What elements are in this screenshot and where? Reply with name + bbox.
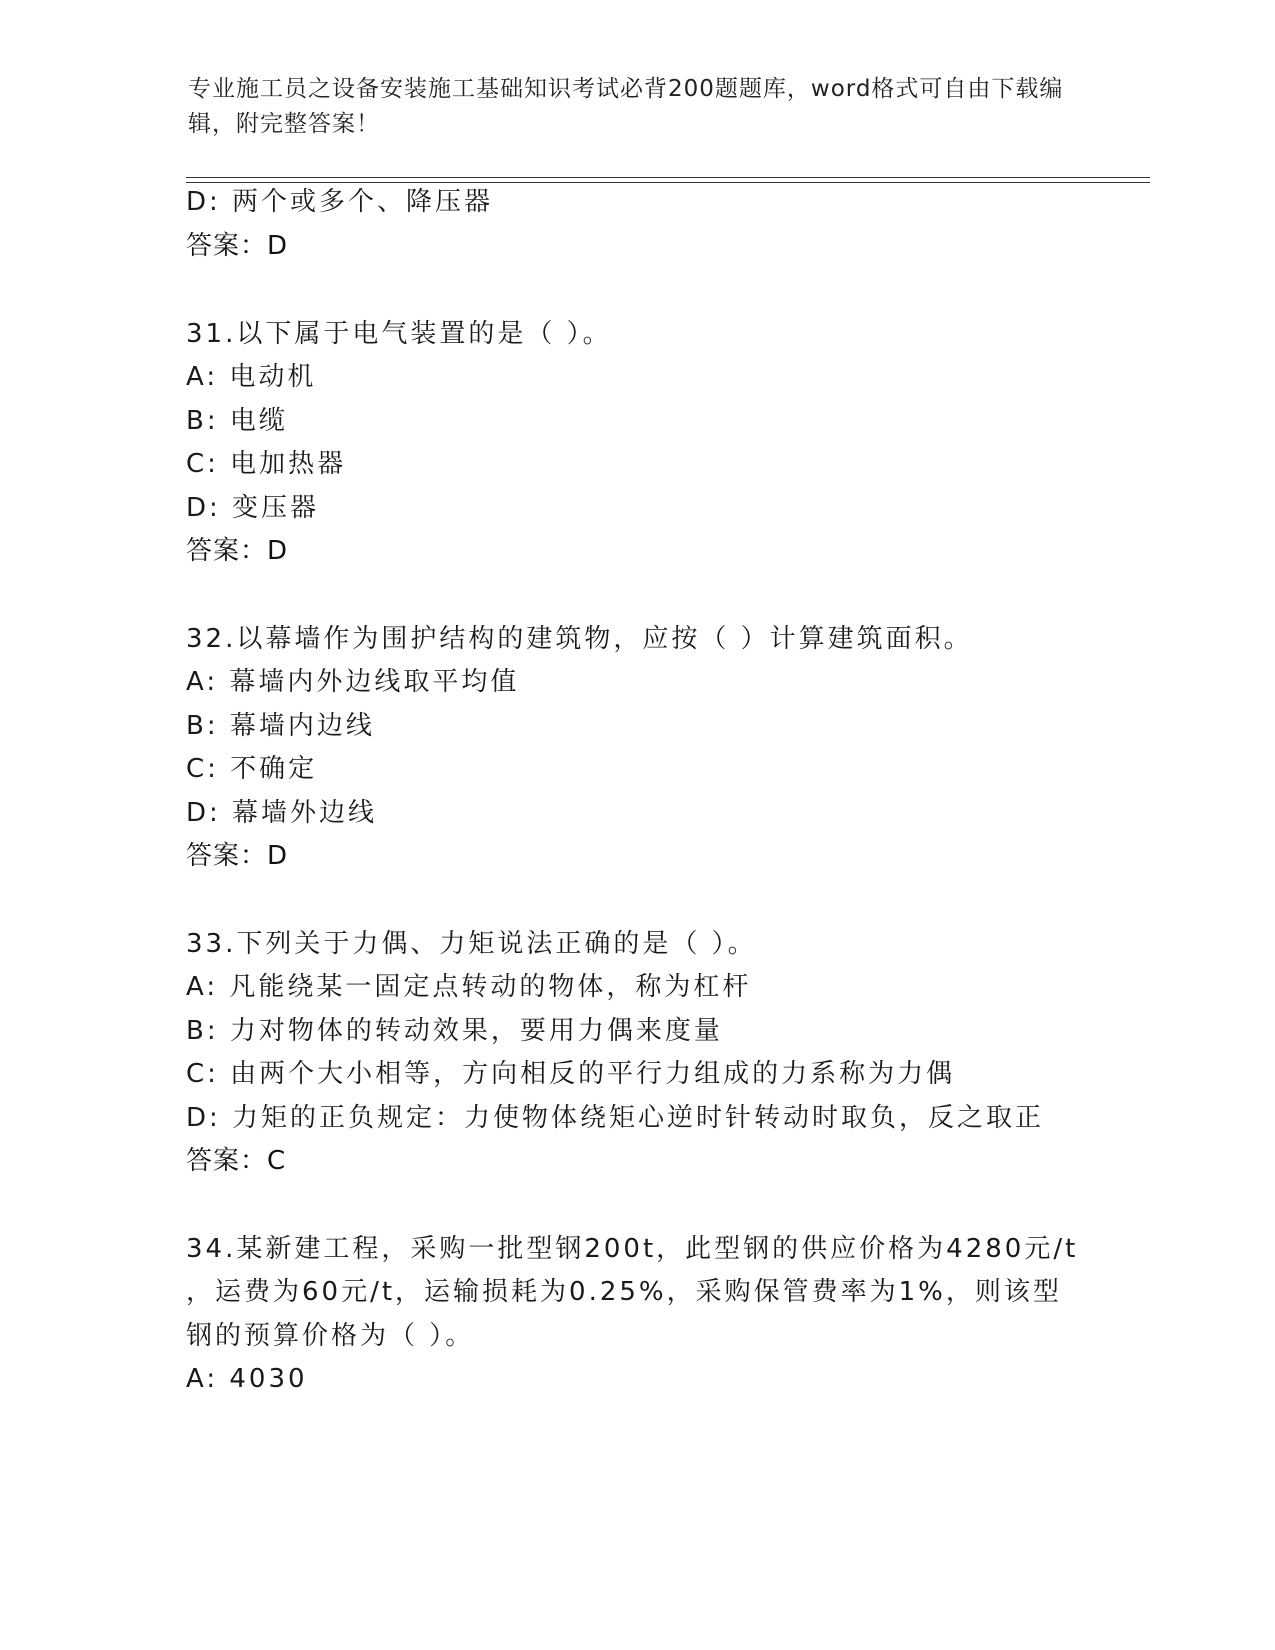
option-a: A: 电动机: [186, 362, 317, 392]
option-b: B: 力对物体的转动效果，要用力偶来度量: [186, 1016, 723, 1046]
answer-line: 答案：C: [186, 1146, 287, 1176]
option-c: C: 不确定: [186, 754, 318, 784]
question-34: 34.某新建工程，采购一批型钢200t，此型钢的供应价格为4280元/t: [186, 1234, 1079, 1264]
option-c: C: 由两个大小相等，方向相反的平行力组成的力系称为力偶: [186, 1059, 956, 1089]
question-31: 31.以下属于电气装置的是（ ）。: [186, 319, 612, 349]
question-33: 33.下列关于力偶、力矩说法正确的是（ ）。: [186, 929, 757, 959]
option-a: A: 凡能绕某一固定点转动的物体，称为杠杆: [186, 972, 752, 1002]
question-34-continued: 钢的预算价格为（ ）。: [186, 1321, 475, 1351]
header-divider-bottom: [186, 182, 1150, 183]
answer-line: 答案：D: [186, 841, 289, 871]
answer-line: 答案：D: [186, 536, 289, 566]
question-34-continued: ，运费为60元/t，运输损耗为0.25%，采购保管费率为1%，则该型: [186, 1277, 1062, 1307]
option-d: D: 幕墙外边线: [186, 798, 378, 828]
option-b: B: 幕墙内边线: [186, 711, 375, 741]
option-d: D: 两个或多个、降压器: [186, 187, 494, 217]
header-divider-top: [186, 177, 1150, 178]
option-d: D: 变压器: [186, 493, 320, 523]
page-header: 专业施工员之设备安装施工基础知识考试必背200题题库，word格式可自由下载编辑，附完整答案！: [188, 76, 1064, 137]
option-c: C: 电加热器: [186, 449, 347, 479]
answer-line: 答案：D: [186, 231, 289, 261]
option-d: D: 力矩的正负规定：力使物体绕矩心逆时针转动时取负，反之取正: [186, 1103, 1045, 1133]
question-32: 32.以幕墙作为围护结构的建筑物，应按（ ）计算建筑面积。: [186, 624, 973, 654]
option-a: A: 幕墙内外边线取平均值: [186, 667, 520, 697]
option-b: B: 电缆: [186, 406, 288, 436]
option-a: A: 4030: [186, 1364, 308, 1394]
